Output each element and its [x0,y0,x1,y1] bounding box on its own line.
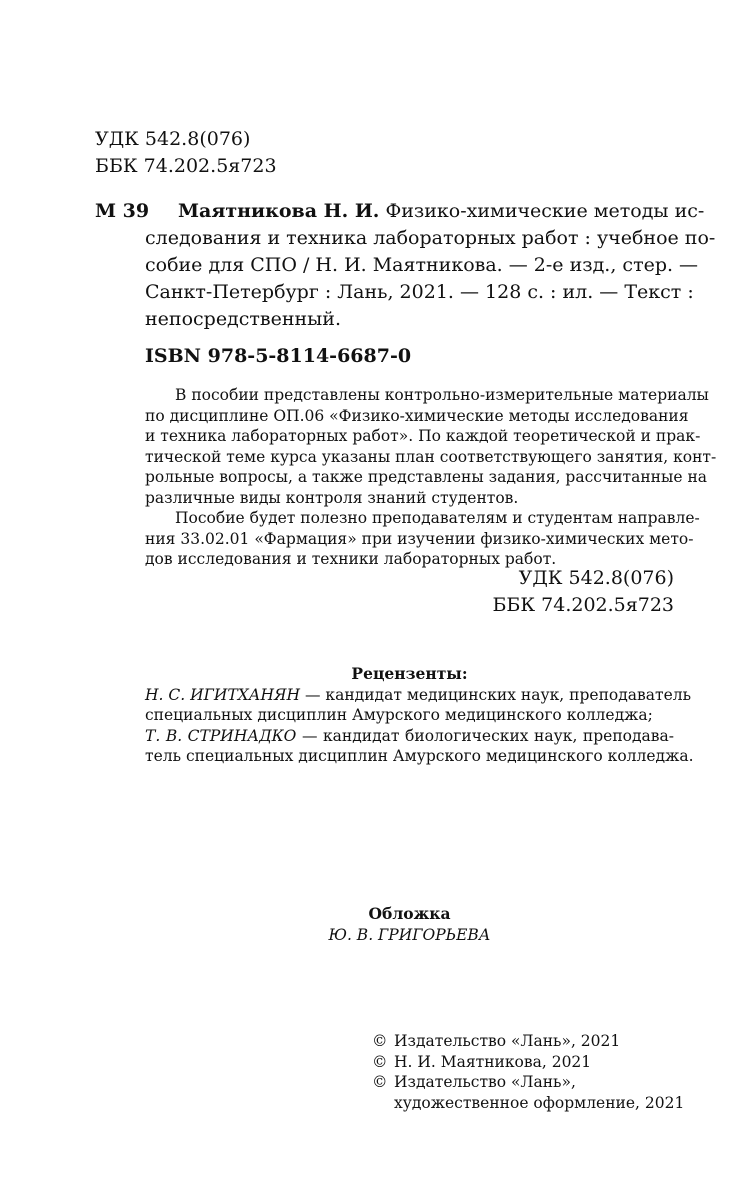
catalog-first-line [178,198,705,225]
abstract-line: различные виды контроля знаний студентов. [145,488,519,507]
copyright-text: Издательство «Лань», [394,1073,576,1091]
catalog-line: непосредственный. [145,308,342,330]
bbk-code: ББК 74.202.5я723 [95,155,277,177]
reviewer-1-title: — кандидат медицинских наук, преподаватель [300,685,692,704]
abstract-line: тической теме курса указаны план соответствующего занятия, конт- [145,447,717,466]
catalog-line: Физико-химические методы ис- [385,200,705,222]
isbn: ISBN 978-5-8114-6687-0 [145,345,412,367]
catalog-author: Маятникова Н. И. [178,200,380,222]
copyright-line [372,1072,576,1093]
reviewer-1-line-1 [145,685,692,706]
catalog-line: собие для СПО / Н. И. Маятникова. — 2-е изд., стер. — [145,254,699,276]
copyright-icon: © [372,1032,388,1050]
udk-code: УДК 542.8(076) [95,128,251,150]
copyright-text: Н. И. Маятникова, 2021 [394,1052,592,1071]
cover-designer: Ю. В. ГРИГОРЬЕВА [328,925,491,944]
abstract-line: Пособие будет полезно преподавателям и студентам направле- [175,509,700,527]
cover-heading: Обложка [368,904,451,923]
reviewer-1-line-2: специальных дисциплин Амурского медицинского колледжа; [145,706,653,724]
reviewer-2-line-2: тель специальных дисциплин Амурского медицинского колледжа. [145,747,694,765]
reviewers-heading: Рецензенты: [351,664,468,683]
abstract-line: ния 33.02.01 «Фармация» при изучении физико-химических мето- [145,529,694,548]
reviewer-1-name: Н. С. ИГИТХАНЯН [145,685,301,704]
reviewer-2-title: — кандидат биологических наук, преподава- [296,726,674,745]
bbk-code-repeat: ББК 74.202.5я723 [492,594,674,616]
copyright-line [372,1031,620,1052]
abstract-line: по дисциплине ОП.06 «Физико-химические методы исследования [145,406,689,425]
catalog-line: Санкт-Петербург : Лань, 2021. — 128 с. : ил. — Текст : [145,281,694,303]
copyright-icon: © [372,1052,388,1071]
catalog-code: М 39 [95,200,150,222]
reviewer-2-line-1 [145,726,674,747]
catalog-line: следования и техника лабораторных работ : учебное по- [145,227,716,249]
abstract-line: рольные вопросы, а также представлены задания, рассчитанные на [145,468,708,486]
copyright-icon: © [372,1073,388,1091]
copyright-line-continued: художественное оформление, 2021 [394,1093,685,1112]
copyright-text: Издательство «Лань», 2021 [394,1032,621,1050]
reviewer-2-name: Т. В. СТРИНАДКО [145,726,297,745]
abstract-line: В пособии представлены контрольно-измерительные материалы [175,386,709,404]
abstract-line: дов исследования и техники лабораторных работ. [145,550,557,568]
udk-code-repeat: УДК 542.8(076) [518,567,674,589]
copyright-line [372,1052,591,1073]
abstract-line: и техника лабораторных работ». По каждой теоретической и прак- [145,427,701,445]
